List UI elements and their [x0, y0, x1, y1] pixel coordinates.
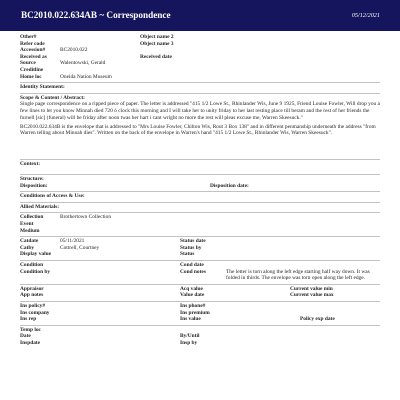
field-label: Insp by	[180, 339, 198, 346]
field-label: Medium	[20, 227, 40, 234]
collection-fields	[20, 214, 380, 234]
field-value: Oneida Nation Museum	[60, 73, 112, 80]
field-label: Condition	[20, 262, 44, 269]
field-row	[20, 47, 380, 54]
divider	[20, 191, 380, 192]
scope-paragraph: BC2010.022.634B is the envelope that is addressed to "Mrs Louise Fowler, Chilton Wis, Rout 3 Box 138" and in different penmanship underneath the address "from Warren telling about Minnah dies". Written on the back of the envelope in Warren's hand "415 1/2 Lowe St., Rhinlander Wis, Warren Skeesuck".	[20, 123, 376, 137]
field-value	[60, 34, 140, 41]
field-label: Condition by	[20, 268, 51, 275]
divider	[20, 202, 380, 203]
disposition-row	[20, 183, 380, 190]
field-label: Creditline	[20, 66, 44, 73]
field-value	[60, 67, 140, 74]
field-label: Event	[20, 221, 34, 228]
condition-fields	[20, 262, 380, 282]
field-label: Received as	[20, 53, 47, 60]
field-value	[180, 54, 380, 61]
divider	[20, 93, 380, 94]
record-title: BC2010.022.634AB ~ Correspondence	[21, 10, 171, 20]
field-label: Ins value	[180, 316, 201, 323]
appraisal-fields	[20, 286, 380, 299]
field-row	[20, 286, 380, 293]
field-row	[20, 333, 380, 340]
field-value: Cottrell, Courtney	[60, 244, 100, 251]
field-label: Display value	[20, 251, 52, 258]
field-row	[20, 238, 380, 245]
field-row	[20, 310, 380, 317]
context-heading: Context:	[20, 160, 41, 167]
field-label: Catby	[20, 244, 35, 251]
divider	[20, 325, 380, 326]
field-value	[180, 34, 380, 41]
scope-paragraph: Single page correspondence on a ripped piece of paper. The letter is addressed "415 1/2 Lowe St., Rhinlander Wis, June 9 1925, Friend Louise Fowler, Will drop you a few lines to let you know Minnah died 720 ó clock this morning and I will take her to unity friday to her last resting place till beram and the rest of her friends the furnell [sic] (funeral) will be friday after noon twas her hart i cant wright no more the rest will pleas excuse me, Warren Skeesuck."	[20, 101, 380, 121]
field-label: Inspdate	[20, 339, 41, 346]
field-label: Cond date	[180, 262, 204, 269]
field-label: Date	[20, 333, 31, 340]
field-row	[20, 316, 380, 323]
field-row	[20, 327, 380, 334]
field-row	[20, 228, 380, 235]
scope-heading: Scope & Content / Abstract:	[20, 94, 85, 101]
divider	[20, 260, 380, 261]
field-value	[220, 251, 380, 258]
field-row	[20, 214, 380, 221]
field-label: Received date	[140, 53, 172, 60]
disposition-date-label: Disposition date:	[210, 182, 249, 189]
divider	[20, 301, 380, 302]
field-label: Ins premium	[180, 309, 210, 316]
record-header	[0, 0, 400, 31]
field-row	[20, 34, 380, 41]
field-label: App notes	[20, 292, 44, 299]
field-value	[60, 41, 140, 48]
field-label: Ins company	[20, 309, 50, 316]
field-value: 05/11/2021	[60, 238, 85, 245]
field-label: Policy exp date	[300, 316, 335, 323]
field-value	[220, 245, 380, 252]
field-label: Object name 2	[140, 34, 174, 40]
divider	[20, 212, 380, 213]
field-value: BC2010.022	[60, 47, 88, 54]
field-row	[20, 292, 380, 299]
field-row	[20, 340, 380, 347]
field-label: Collection	[20, 214, 44, 221]
field-label: Current value min	[290, 285, 333, 292]
field-value: Walentowski, Gerald	[60, 60, 106, 67]
field-value	[180, 41, 380, 48]
field-row	[20, 221, 380, 228]
field-value	[60, 251, 180, 258]
divider	[20, 82, 380, 83]
conditions-heading: Conditions of Access & Use:	[20, 193, 85, 200]
field-label: Object name 3	[140, 40, 174, 47]
field-label: Home loc	[20, 73, 42, 80]
field-label: Ins policy#	[20, 303, 46, 309]
record-body	[20, 34, 380, 347]
allied-heading: Allied Materials:	[20, 203, 60, 210]
identity-heading: Identity Statement:	[20, 84, 65, 91]
disposition-label: Disposition:	[20, 182, 48, 189]
field-label: Refer code	[20, 40, 45, 47]
field-label: Current value max	[290, 292, 334, 299]
top-fields	[20, 34, 380, 80]
field-label: Other#	[20, 34, 37, 40]
field-label: Status date	[180, 238, 206, 245]
field-row	[20, 41, 380, 48]
field-row	[20, 60, 380, 67]
field-row	[20, 245, 380, 252]
field-label: Status by	[180, 244, 202, 251]
field-value	[60, 54, 140, 61]
field-label: Ins rep	[20, 316, 37, 323]
field-value	[220, 238, 380, 245]
divider	[20, 174, 380, 175]
field-label: By/Until	[180, 333, 200, 340]
temp-fields	[20, 327, 380, 347]
structure-heading: Structure:	[20, 176, 44, 183]
field-row	[20, 262, 380, 269]
field-label: Status	[180, 251, 195, 258]
field-label: Accession#	[20, 47, 46, 54]
insurance-fields	[20, 303, 380, 323]
field-label: Source	[20, 60, 36, 67]
field-label: Acq value	[180, 285, 203, 292]
field-label: Appraisor	[20, 285, 44, 292]
divider	[20, 236, 380, 237]
field-label: Value date	[180, 292, 205, 299]
condition-notes-value: The letter is torn along the left edge starting half way down. It was folded in thirds. The envelope was torn open along the left edge.	[226, 268, 370, 282]
field-label: Ins phone#	[180, 303, 206, 309]
record-date: 05/12/2021	[351, 12, 380, 19]
field-label: Temp loc	[20, 326, 41, 333]
field-row	[20, 67, 380, 74]
field-label: Cond notes	[180, 268, 206, 275]
field-row	[20, 251, 380, 258]
catalog-fields	[20, 238, 380, 258]
field-value: Brothertown Collection	[60, 214, 112, 221]
field-row	[20, 269, 380, 282]
field-row	[20, 303, 380, 310]
field-label: Catdate	[20, 238, 39, 245]
field-row	[20, 54, 380, 61]
divider	[20, 284, 380, 285]
divider	[20, 159, 380, 160]
field-row	[20, 74, 380, 81]
